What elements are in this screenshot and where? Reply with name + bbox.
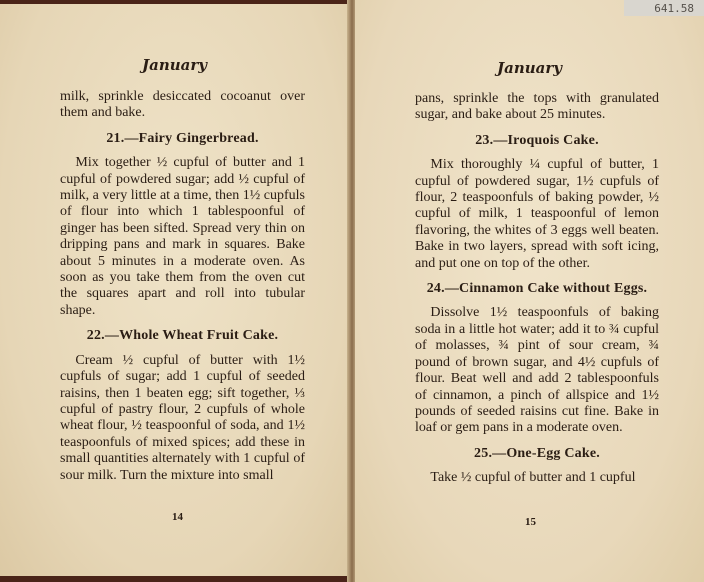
recipe-body-25: Take ½ cupful of butter and 1 cupful (430, 470, 636, 486)
call-number-stamp: 641.58 (654, 2, 694, 15)
recipe-body-22: Cream ½ cupful of butter with 1½ cupfuls of sugar; add 1 cupful of seeded raisins, then 1 beaten egg; sift together, ⅓ cupful of pastry flour, 2 cupfuls of whole wheat flour, ½ teaspoonful of soda, and 1½ teaspoonfuls of mixed spices; add these in small quantities alternately with 1 cupful of sour milk. Turn the mixture into small (60, 352, 305, 483)
right-page-text (415, 91, 659, 487)
left-page-text (60, 89, 305, 484)
recipe-title-21: 21.—Fairy Gingerbread. (106, 130, 259, 146)
left-continuation-text: milk, sprinkle desiccated cocoanut over them and bake. (60, 89, 305, 121)
right-page (355, 0, 704, 582)
recipe-title-23: 23.—Iroquois Cake. (475, 132, 599, 148)
left-page-number: 14 (172, 511, 183, 523)
left-page-header: January (142, 56, 207, 74)
recipe-title-22: 22.—Whole Wheat Fruit Cake. (86, 328, 279, 344)
left-page (0, 4, 349, 576)
recipe-body-24: Dissolve 1½ teaspoonfuls of baking soda in a little hot water; add it to ¾ cupful of molasses, ¾ pint of sour cream, ¾ pound of brown sugar, and 4½ cupfuls of flour. Beat well and add 2 tablespoonfuls of cinnamon, a pinch of allspice and 1½ pounds of seeded raisins cut fine. Bake in loaf or gem pans in a moderate oven. (415, 305, 659, 436)
recipe-title-25: 25.—One-Egg Cake. (474, 445, 600, 461)
right-continuation-text: pans, sprinkle the tops with granulated sugar, and bake about 25 minutes. (415, 91, 659, 123)
recipe-title-24: 24.—Cinnamon Cake without Eggs. (426, 281, 648, 297)
right-page-number: 15 (525, 516, 536, 528)
recipe-body-23: Mix thoroughly ¼ cupful of butter, 1 cupful of powdered sugar, 1½ cupfuls of flour, 2 teaspoonfuls of baking powder, ½ cupful of milk, 1 teaspoonful of lemon flavoring, the whites of 3 eggs well beaten. Bake in two layers, spread with soft icing, and put one on top of the other. (415, 157, 659, 271)
right-page-header: January (497, 59, 562, 77)
recipe-body-21: Mix together ½ cupful of butter and 1 cupful of powdered sugar; add ½ cupful of milk, a very little at a time, then 1½ cupfuls of flour into which 1 tablespoonful of ginger has been sifted. Spread very thin on dripping pans and mark in squares. Bake about 5 minutes in a moderate oven. As soon as you take them from the oven cut the squares apart and roll into tubular shape. (60, 155, 305, 318)
